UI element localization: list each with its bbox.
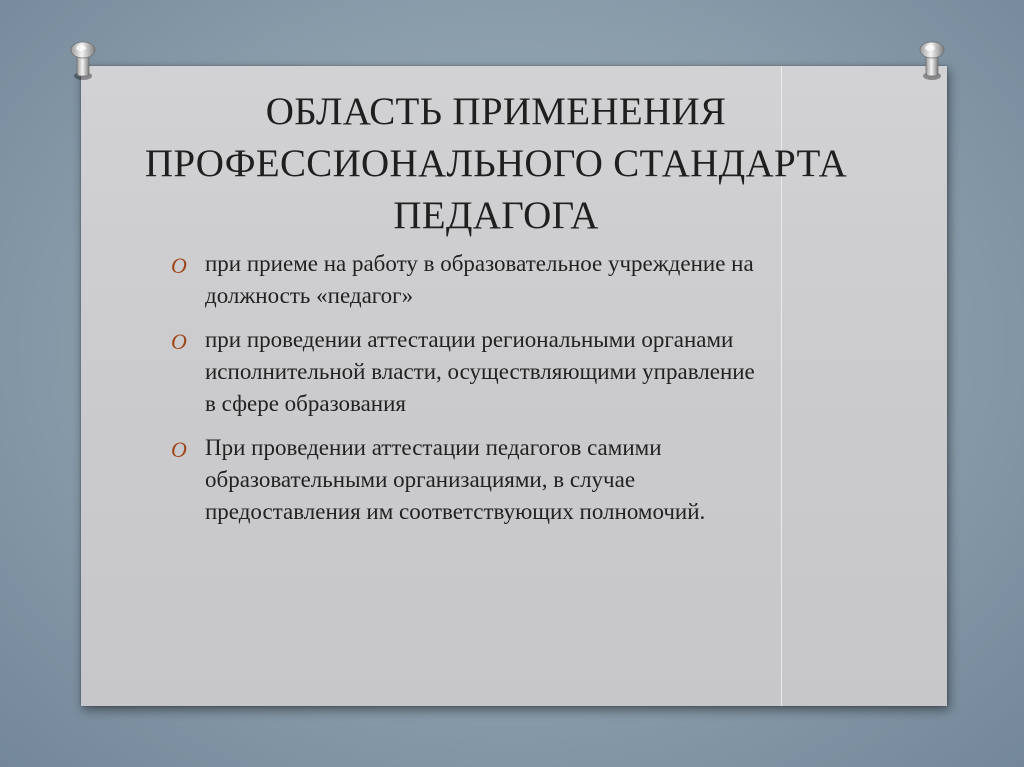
slide-title xyxy=(121,86,871,242)
push-pin-icon xyxy=(917,38,947,82)
title-line-2: ПРОФЕССИОНАЛЬНОГО СТАНДАРТА xyxy=(144,142,848,185)
bullet-marker-icon: O xyxy=(171,437,187,462)
title-line-1: ОБЛАСТЬ ПРИМЕНЕНИЯ xyxy=(265,90,727,133)
list-item xyxy=(171,432,771,528)
bullet-text: при проведении аттестации региональными органами исполнительной власти, осуществляющими управление в сфере образования xyxy=(205,327,755,416)
bullet-marker-icon: O xyxy=(171,329,187,354)
title-line-3: ПЕДАГОГА xyxy=(393,194,599,237)
list-item xyxy=(171,324,771,420)
bullet-text: При проведении аттестации педагогов самими образовательными организациями, в случае предоставления им соответствующих полномочий. xyxy=(205,435,706,524)
bullet-marker-icon: O xyxy=(171,253,187,278)
list-item xyxy=(171,248,771,312)
slide-board xyxy=(81,66,947,706)
bullet-list xyxy=(171,248,771,540)
push-pin-icon xyxy=(68,38,98,82)
bullet-text: при приеме на работу в образовательное учреждение на должность «педагог» xyxy=(205,251,754,308)
